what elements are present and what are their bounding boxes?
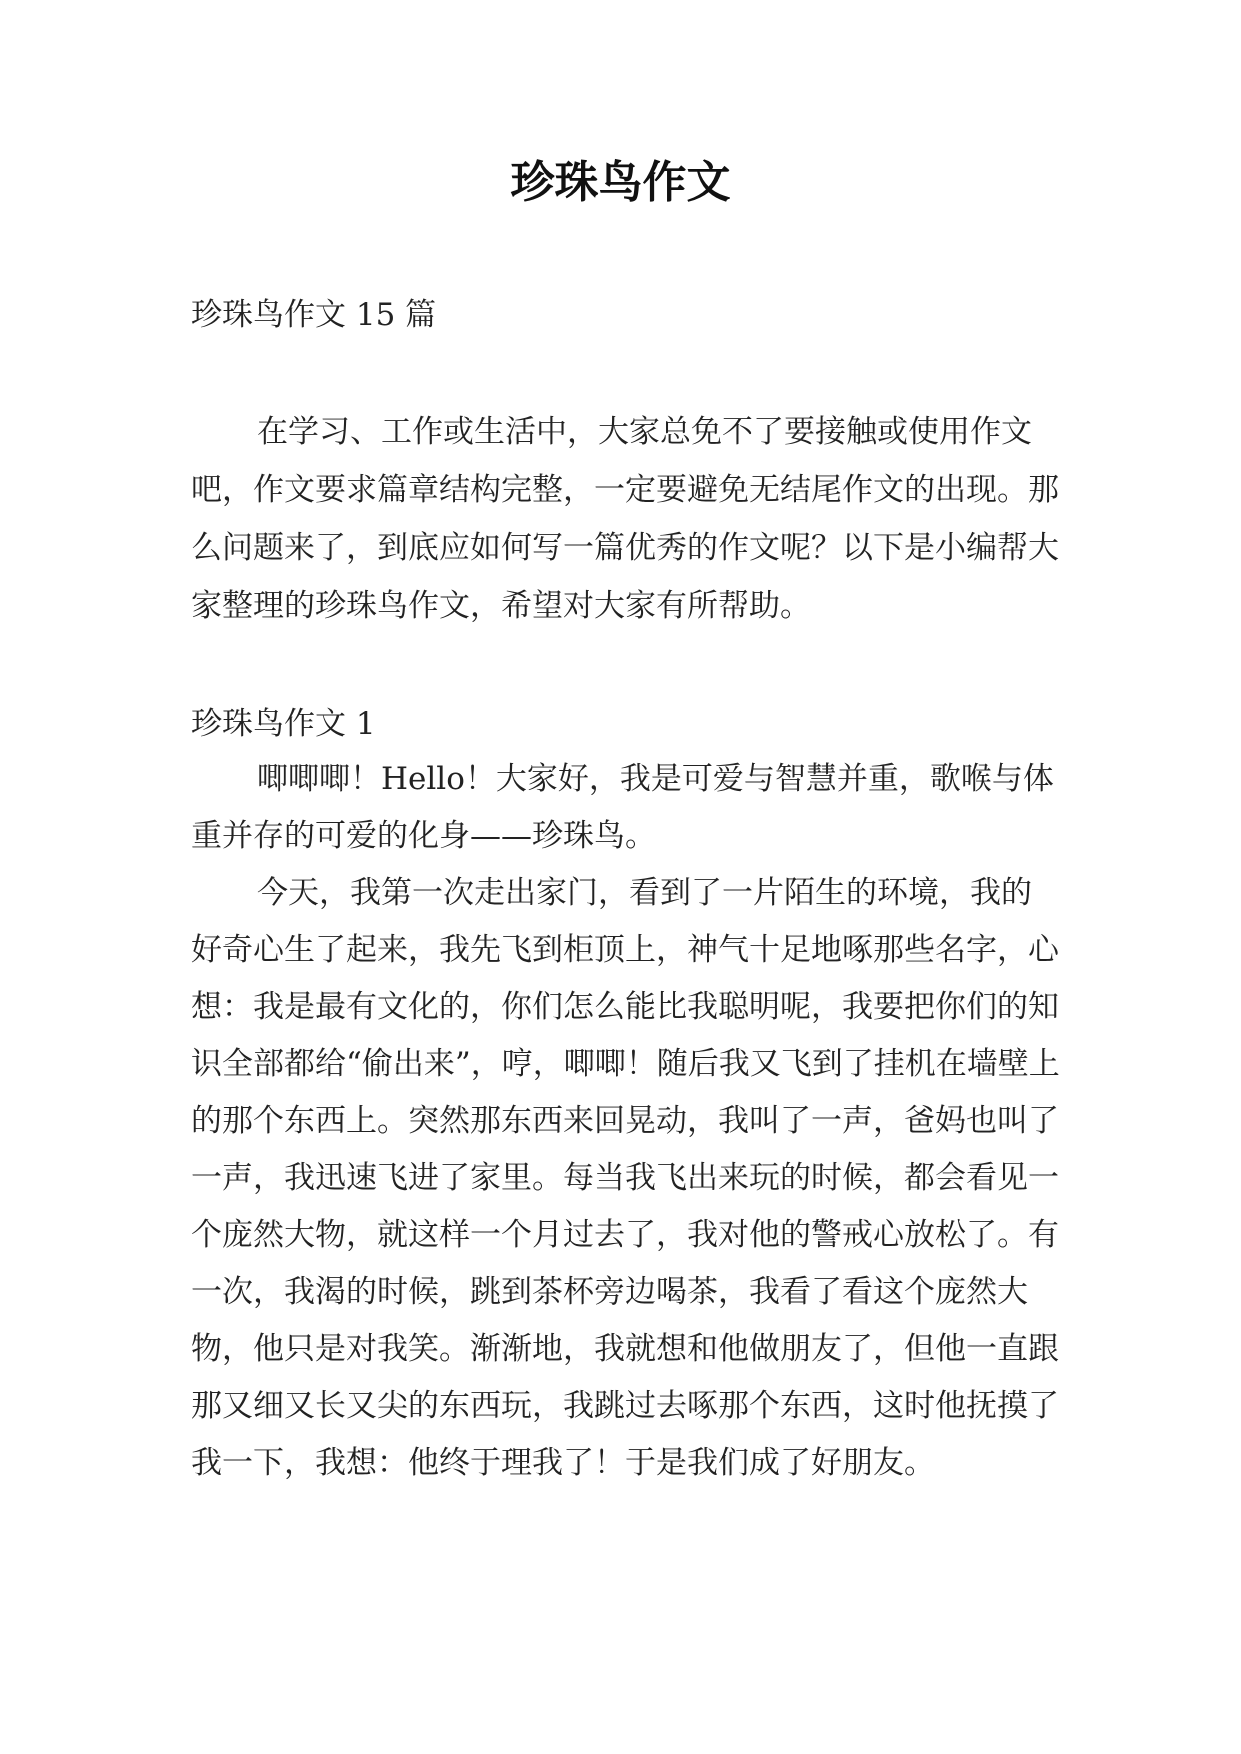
section-heading: 珍珠鸟作文 1 (191, 706, 376, 742)
body-paragraph: 今天，我第一次走出家门，看到了一片陌生的环境，我的好奇心生了起来，我先飞到柜顶上，神气十足地啄那些名字，心想：我是最有文化的，你们怎么能比我聪明呢，我要把你们的知识全部都给“偷出来”，哼，唧唧！随后我又飞到了挂机在墙壁上的那个东西上。突然那东西来回晃动，我叫了一声，爸妈也叫了一声，我迅速飞进了家里。每当我飞出来玩的时候，都会看见一个庞然大物，就这样一个月过去了，我对他的警戒心放松了。有一次，我渴的时候，跳到茶杯旁边喝茶，我看了看这个庞然大物，他只是对我笑。渐渐地，我就想和他做朋友了，但他一直跟那又细又长又尖的东西玩，我跳过去啄那个东西，这时他抚摸了我一下，我想：他终于理我了！于是我们成了好朋友。 (191, 875, 1060, 1481)
document-title: 珍珠鸟作文 (510, 157, 731, 208)
body-paragraph: 唧唧唧！Hello！大家好，我是可爱与智慧并重，歌喉与体重并存的可爱的化身——珍珠鸟。 (191, 761, 1054, 854)
essay-body (191, 751, 1061, 1492)
intro-paragraph: 在学习、工作或生活中，大家总免不了要接触或使用作文吧，作文要求篇章结构完整，一定要避免无结尾作文的出现。那么问题来了，到底应如何写一篇优秀的作文呢？以下是小编帮大家整理的珍珠鸟作文，希望对大家有所帮助。 (191, 414, 1059, 624)
document-subtitle: 珍珠鸟作文 15 篇 (191, 297, 437, 333)
